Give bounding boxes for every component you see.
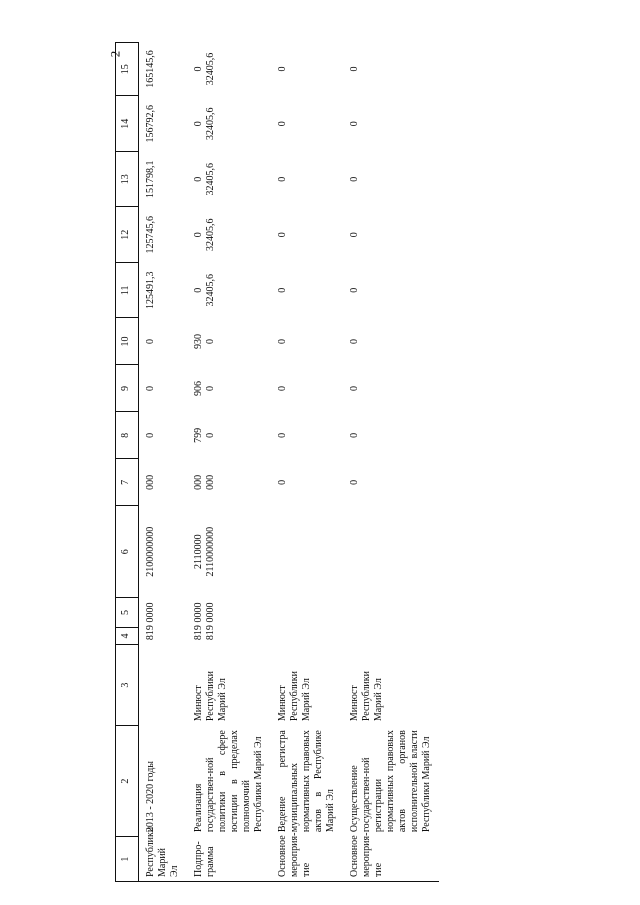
row-y2019: 0 bbox=[277, 121, 288, 127]
row-y2016: 125491,3 bbox=[145, 271, 156, 309]
header-cell: 14 bbox=[116, 96, 139, 152]
header-cell: 5 bbox=[116, 598, 139, 628]
row-rzpr bbox=[271, 598, 343, 628]
header-cell: 6 bbox=[116, 506, 139, 598]
row-y2020: 165145,6 bbox=[145, 50, 156, 88]
row-csr bbox=[271, 506, 343, 598]
row-y2017: 125745,6 bbox=[145, 216, 156, 254]
row-y2013: 0 bbox=[145, 432, 156, 438]
row-y2017: 0 32405,6 bbox=[193, 218, 216, 251]
page-number: 2 bbox=[107, 50, 123, 58]
row-y2020: 0 bbox=[277, 66, 288, 72]
row-y2015: 930 0 bbox=[193, 333, 216, 349]
row-vr: 0 bbox=[277, 479, 288, 485]
header-cell: 11 bbox=[116, 263, 139, 319]
row-rzpr bbox=[343, 598, 439, 628]
row-type: Республики Марий Эл bbox=[139, 837, 188, 882]
row-executor: Минюст Республики Марий Эл bbox=[193, 671, 228, 722]
row-y2015: 0 bbox=[277, 338, 288, 344]
row-y2018: 0 bbox=[349, 176, 360, 182]
row-vr: 000 bbox=[145, 474, 156, 490]
header-cell: 10 bbox=[116, 318, 139, 365]
row-y2015: 0 bbox=[145, 338, 156, 344]
row-type: Подпро-грамма bbox=[187, 837, 271, 882]
header-cell: 9 bbox=[116, 365, 139, 412]
row-name: Ведение регистра муниципальных нормативных правовых актов в Республике Марий Эл bbox=[277, 730, 336, 833]
row-y2014: 0 bbox=[277, 385, 288, 391]
table-row bbox=[139, 43, 188, 882]
row-executor: Минюст Республики Марий Эл bbox=[277, 671, 312, 722]
header-row bbox=[116, 43, 139, 882]
header-cell: 8 bbox=[116, 412, 139, 459]
row-csr: 2110000 2110000000 bbox=[193, 526, 216, 577]
row-y2018: 0 bbox=[277, 176, 288, 182]
row-csr bbox=[343, 506, 439, 598]
row-vr: 0 bbox=[349, 479, 360, 485]
row-y2016: 0 bbox=[277, 287, 288, 293]
row-y2014: 0 bbox=[349, 385, 360, 391]
row-name: 2013 - 2020 годы bbox=[145, 760, 156, 833]
row-name: Реализация государствен-ной политики в сфере юстиции в пределах полномочий Республики Марий Эл bbox=[193, 730, 264, 833]
row-y2014: 906 0 bbox=[193, 380, 216, 396]
header-cell: 3 bbox=[116, 645, 139, 726]
header-cell: 13 bbox=[116, 152, 139, 208]
row-y2017: 0 bbox=[277, 232, 288, 238]
row-type: Основное мероприя-тие bbox=[271, 837, 343, 882]
row-y2019: 0 bbox=[349, 121, 360, 127]
budget-table bbox=[115, 42, 439, 882]
row-y2020: 0 bbox=[349, 66, 360, 72]
row-y2020: 0 32405,6 bbox=[193, 52, 216, 86]
row-type: Основное мероприя-тие bbox=[343, 837, 439, 882]
row-grbs bbox=[271, 627, 343, 644]
row-y2016: 0 32405,6 bbox=[193, 274, 216, 307]
header-cell: 7 bbox=[116, 459, 139, 506]
row-y2015: 0 bbox=[349, 338, 360, 344]
row-y2019: 0 32405,6 bbox=[193, 107, 216, 140]
row-y2017: 0 bbox=[349, 232, 360, 238]
row-rzpr: 0000 bbox=[145, 602, 156, 623]
row-grbs bbox=[343, 627, 439, 644]
row-grbs: 819 bbox=[145, 625, 156, 641]
rotated-table-container bbox=[115, 42, 611, 882]
row-y2013: 0 bbox=[277, 432, 288, 438]
row-executor bbox=[139, 645, 188, 726]
row-y2013: 0 bbox=[349, 432, 360, 438]
row-y2016: 0 bbox=[349, 287, 360, 293]
table-row bbox=[271, 43, 343, 882]
row-y2013: 799 0 bbox=[193, 427, 216, 443]
header-cell: 2 bbox=[116, 726, 139, 837]
row-y2018: 0 32405,6 bbox=[193, 163, 216, 196]
row-name: Осуществление государствен-ной регистрации нормативных правовых актов органов исполнительной власти Республики Марий Эл bbox=[349, 730, 432, 833]
row-vr: 000 000 bbox=[193, 474, 216, 490]
row-y2014: 0 bbox=[145, 385, 156, 391]
row-csr: 2100000000 bbox=[145, 526, 156, 577]
row-rzpr: 0000 0000 bbox=[193, 602, 216, 623]
header-cell: 4 bbox=[116, 627, 139, 644]
header-cell: 12 bbox=[116, 207, 139, 263]
row-grbs: 819 819 bbox=[193, 625, 216, 641]
row-y2018: 151798,1 bbox=[145, 160, 156, 198]
table-row bbox=[343, 43, 439, 882]
row-y2019: 156792,6 bbox=[145, 105, 156, 143]
header-cell: 15 bbox=[116, 43, 139, 97]
header-cell: 1 bbox=[116, 837, 139, 882]
table-row bbox=[187, 43, 271, 882]
row-executor: Минюст Республики Марий Эл bbox=[349, 671, 384, 722]
